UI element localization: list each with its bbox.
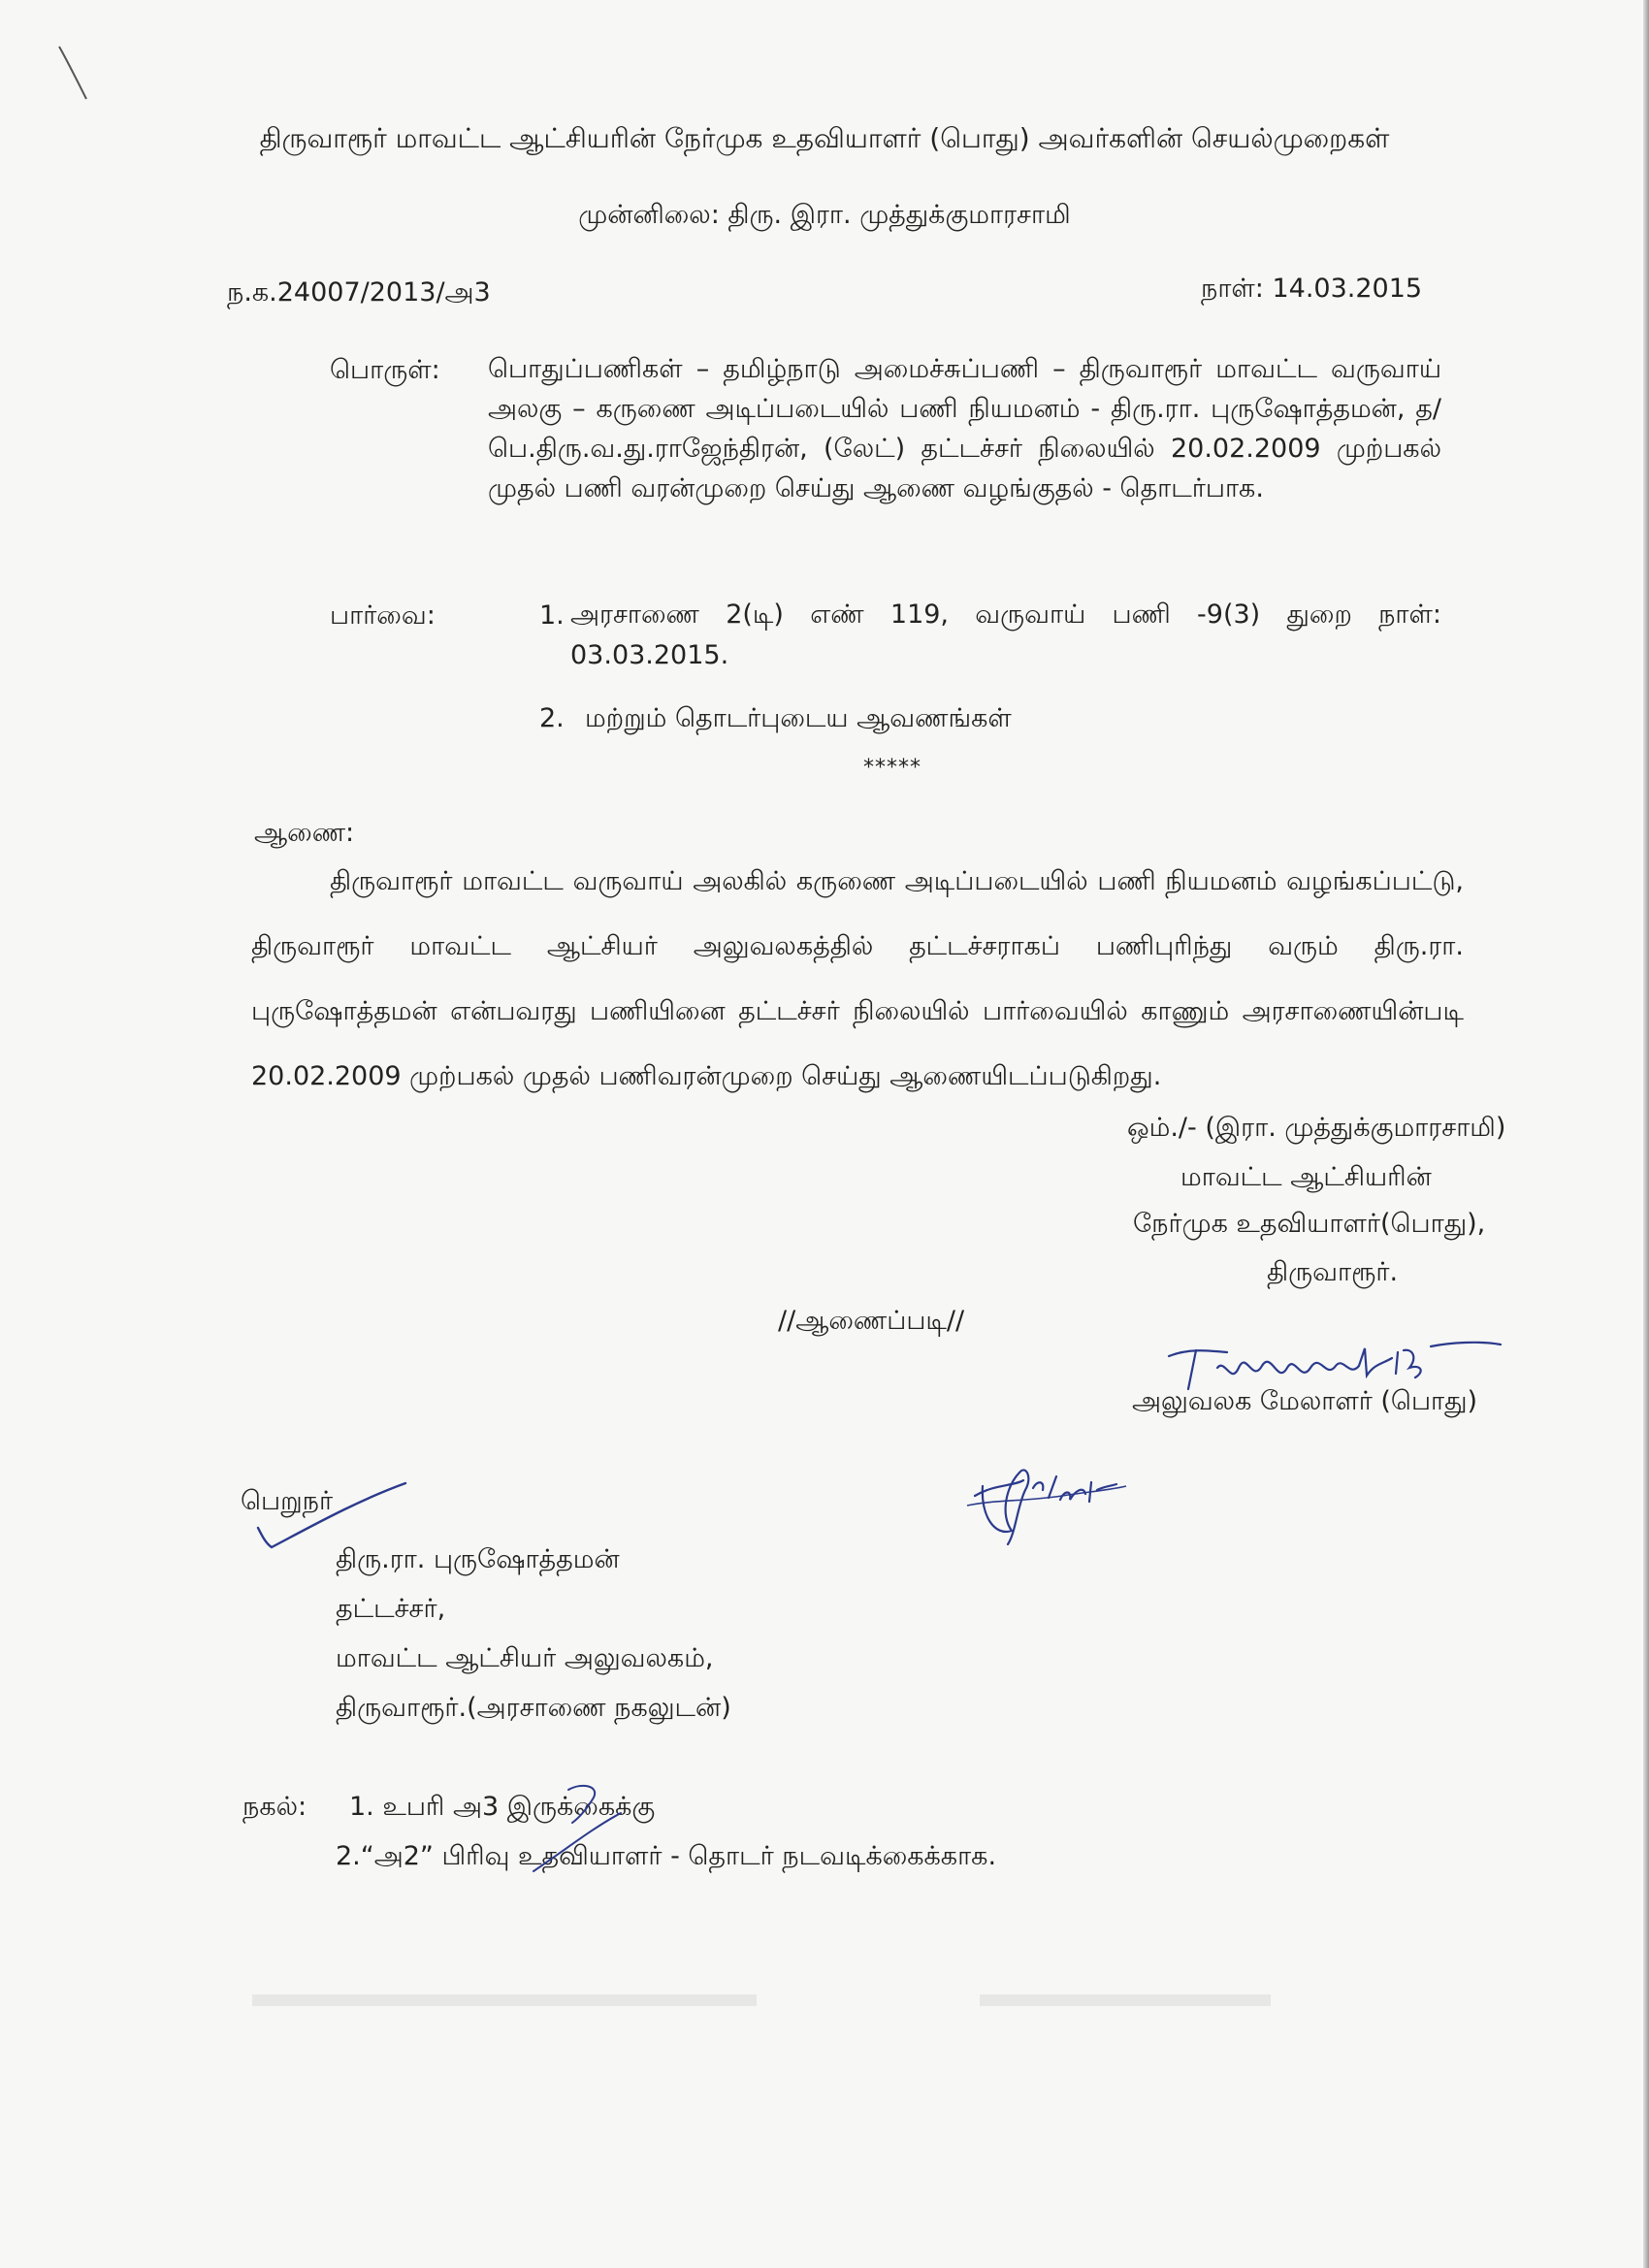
reference-number: ந.க.24007/2013/அ3 <box>227 277 491 308</box>
document-heading: திருவாரூர் மாவட்ட ஆட்சியரின் நேர்முக உதவியாளர் (பொது) அவர்களின் செயல்முறைகள் <box>259 122 1390 154</box>
recipient-line-4: திருவாரூர்.(அரசாணை நகலுடன்) <box>336 1693 731 1723</box>
separator: ***** <box>863 756 922 780</box>
reference-item-2-text: மற்றும் தொடர்புடைய ஆவணங்கள் <box>585 703 1012 733</box>
manager-title: அலுவலக மேலாளர் (பொது) <box>1132 1386 1478 1416</box>
copy-line-2: 2.“அ2” பிரிவு உதவியாளர் - தொடர் நடவடிக்கைக்காக. <box>336 1841 997 1871</box>
signature-designation-2: நேர்முக உதவியாளர்(பொது), <box>1133 1209 1486 1239</box>
copy-label: நகல்: <box>242 1792 307 1822</box>
signature-place: திருவாரூர். <box>1267 1257 1399 1287</box>
reference-item-1-text: அரசாணை 2(டி) எண் 119, வருவாய் பணி -9(3) துறை நாள்: 03.03.2015. <box>570 599 1441 670</box>
signature-designation-1: மாவட்ட ஆட்சியரின் <box>1180 1162 1432 1192</box>
order-label: ஆணை: <box>254 818 355 848</box>
recipient-line-3: மாவட்ட ஆட்சியர் அலுவலகம், <box>336 1643 714 1673</box>
document-date: நாள்: 14.03.2015 <box>1201 274 1423 304</box>
pen-mark <box>53 39 102 107</box>
reference-item-1-number: 1. <box>539 600 565 631</box>
bleed-through-marks <box>242 1989 1310 2012</box>
signature-name: ஒம்./- (இரா. முத்துக்குமாரசாமி) <box>1127 1113 1506 1143</box>
recipient-line-1: திரு.ரா. புருஷோத்தமன் <box>336 1544 620 1574</box>
initials-scribble <box>955 1447 1130 1554</box>
by-order-line: //ஆணைப்படி// <box>778 1306 965 1336</box>
reference-item-2-number: 2. <box>539 703 565 733</box>
page-edge <box>1643 0 1649 2268</box>
copy-line-1: 1. உபரி அ3 இருக்கைக்கு <box>349 1792 656 1822</box>
subject-text: பொதுப்பணிகள் – தமிழ்நாடு அமைச்சுப்பணி – திருவாரூர் மாவட்ட வருவாய் அலகு – கருணை அடிப்படையில் பணி நியமனம் - திரு.ரா. புருஷோத்தமன், த/பெ.திரு.வ.து.ராஜேந்திரன், (லேட்) தட்டச்சர் நிலையில் 20.02.2009 முற்பகல் முதல் பணி வரன்முறை செய்து ஆணை வழங்குதல் - தொடர்பாக. <box>488 354 1441 503</box>
recipient-label: பெறுநர் <box>241 1486 334 1516</box>
order-text: திருவாரூர் மாவட்ட வருவாய் அலகில் கருணை அடிப்படையில் பணி நியமனம் வழங்கப்பட்டு, திருவாரூர் மாவட்ட ஆட்சியர் அலுவலகத்தில் தட்டச்சராகப் பணிபுரிந்து வரும் திரு.ரா. புருஷோத்தமன் என்பவரது பணியினை தட்டச்சர் நிலையில் பார்வையில் காணும் அரசாணையின்படி 20.02.2009 முற்பகல் முதல் பணிவரன்முறை செய்து ஆணையிடப்படுகிறது. <box>251 866 1464 1091</box>
pen-overwrite <box>524 1770 698 1877</box>
references-label: பார்வை: <box>330 600 436 631</box>
presence-line: முன்னிலை: திரு. இரா. முத்துக்குமாரசாமி <box>578 200 1071 230</box>
subject-label: பொருள்: <box>330 355 440 385</box>
recipient-line-2: தட்டச்சர், <box>336 1594 446 1624</box>
